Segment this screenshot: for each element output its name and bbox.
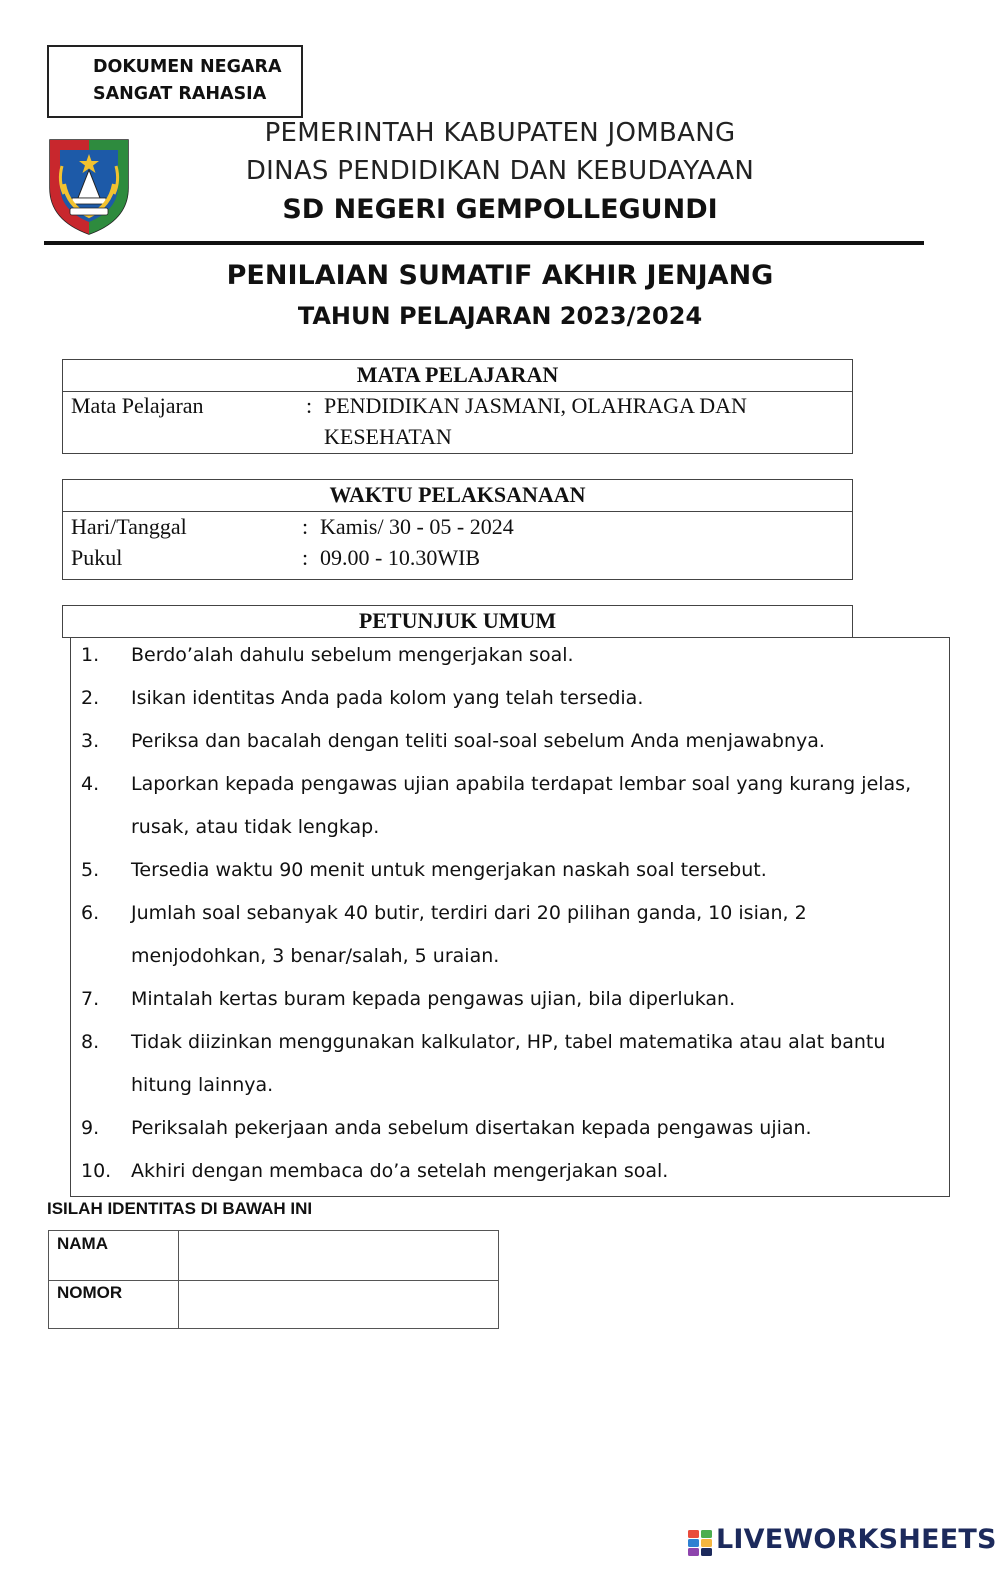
list-item-text: Tidak diizinkan menggunakan kalkulator, HP, tabel matematika atau alat bantu — [131, 1031, 886, 1053]
list-item-number: 8. — [81, 1031, 100, 1053]
time-box — [62, 479, 853, 580]
identity-table — [48, 1230, 499, 1329]
number-field[interactable] — [180, 1282, 496, 1327]
list-item-text: Jumlah soal sebanyak 40 butir, terdiri dari 20 pilihan ganda, 10 isian, 2 — [131, 902, 807, 924]
number-label: NOMOR — [57, 1283, 123, 1302]
list-item-text: Periksalah pekerjaan anda sebelum disertakan kepada pengawas ujian. — [131, 1117, 812, 1139]
stamp-line-2: SANGAT RAHASIA — [93, 84, 267, 104]
exam-title: PENILAIAN SUMATIF AKHIR JENJANG — [226, 260, 774, 291]
subject-box — [62, 359, 853, 454]
list-item-text: Tersedia waktu 90 menit untuk mengerjakan naskah soal tersebut. — [131, 859, 767, 881]
identity-title: ISILAH IDENTITAS DI BAWAH INI — [47, 1199, 313, 1218]
liveworksheets-brand: LIVEWORKSHEETS — [716, 1524, 997, 1555]
subject-value-line1: PENDIDIKAN JASMANI, OLAHRAGA DAN — [324, 393, 747, 418]
instructions-heading-box — [62, 605, 853, 638]
divider-tick — [44, 241, 47, 245]
name-label: NAMA — [57, 1234, 108, 1253]
list-item-text: Berdo’alah dahulu sebelum mengerjakan soal. — [131, 644, 574, 666]
list-item-number: 1. — [81, 644, 100, 666]
list-item-text: Laporkan kepada pengawas ujian apabila terdapat lembar soal yang kurang jelas, — [131, 773, 912, 795]
stamp-line-1: DOKUMEN NEGARA — [93, 57, 282, 77]
list-item-number: 10. — [81, 1160, 112, 1182]
list-item-text: Isikan identitas Anda pada kolom yang telah tersedia. — [131, 687, 644, 709]
list-item-number: 3. — [81, 730, 100, 752]
school-name: SD NEGERI GEMPOLLEGUNDI — [282, 194, 718, 225]
list-item-text-continued: hitung lainnya. — [131, 1074, 274, 1096]
list-item-number: 9. — [81, 1117, 100, 1139]
date-value: Kamis/ 30 - 05 - 2024 — [320, 514, 514, 539]
list-item-text: Mintalah kertas buram kepada pengawas ujian, bila diperlukan. — [131, 988, 736, 1010]
subject-label: Mata Pelajaran — [71, 393, 204, 418]
liveworksheets-logo-icon — [688, 1530, 712, 1556]
list-item-text-continued: menjodohkan, 3 benar/salah, 5 uraian. — [131, 945, 500, 967]
header-divider — [46, 241, 924, 245]
instructions-heading: PETUNJUK UMUM — [358, 608, 557, 633]
list-item-text: Periksa dan bacalah dengan teliti soal-soal sebelum Anda menjawabnya. — [131, 730, 825, 752]
name-field[interactable] — [180, 1232, 496, 1279]
department-name: DINAS PENDIDIKAN DAN KEBUDAYAAN — [245, 156, 755, 186]
government-name: PEMERINTAH KABUPATEN JOMBANG — [264, 118, 736, 148]
subject-value-line2: KESEHATAN — [324, 424, 452, 449]
time-heading: WAKTU PELAKSANAAN — [63, 480, 852, 512]
list-item-number: 4. — [81, 773, 100, 795]
date-colon: : — [302, 514, 309, 539]
date-label: Hari/Tanggal — [71, 514, 187, 539]
time-label: Pukul — [71, 545, 123, 570]
list-item-text-continued: rusak, atau tidak lengkap. — [131, 816, 380, 838]
time-value: 09.00 - 10.30WIB — [320, 545, 481, 570]
subject-colon: : — [306, 393, 313, 418]
instructions-list — [70, 637, 950, 1197]
liveworksheets-watermark — [688, 1524, 997, 1560]
classification-stamp — [47, 45, 303, 118]
list-item-number: 6. — [81, 902, 100, 924]
list-item-number: 7. — [81, 988, 100, 1010]
subject-heading: MATA PELAJARAN — [63, 360, 852, 392]
academic-year: TAHUN PELAJARAN 2023/2024 — [297, 302, 703, 330]
list-item-text: Akhiri dengan membaca do’a setelah mengerjakan soal. — [131, 1160, 669, 1182]
list-item-number: 2. — [81, 687, 100, 709]
time-colon: : — [302, 545, 309, 570]
list-item-number: 5. — [81, 859, 100, 881]
